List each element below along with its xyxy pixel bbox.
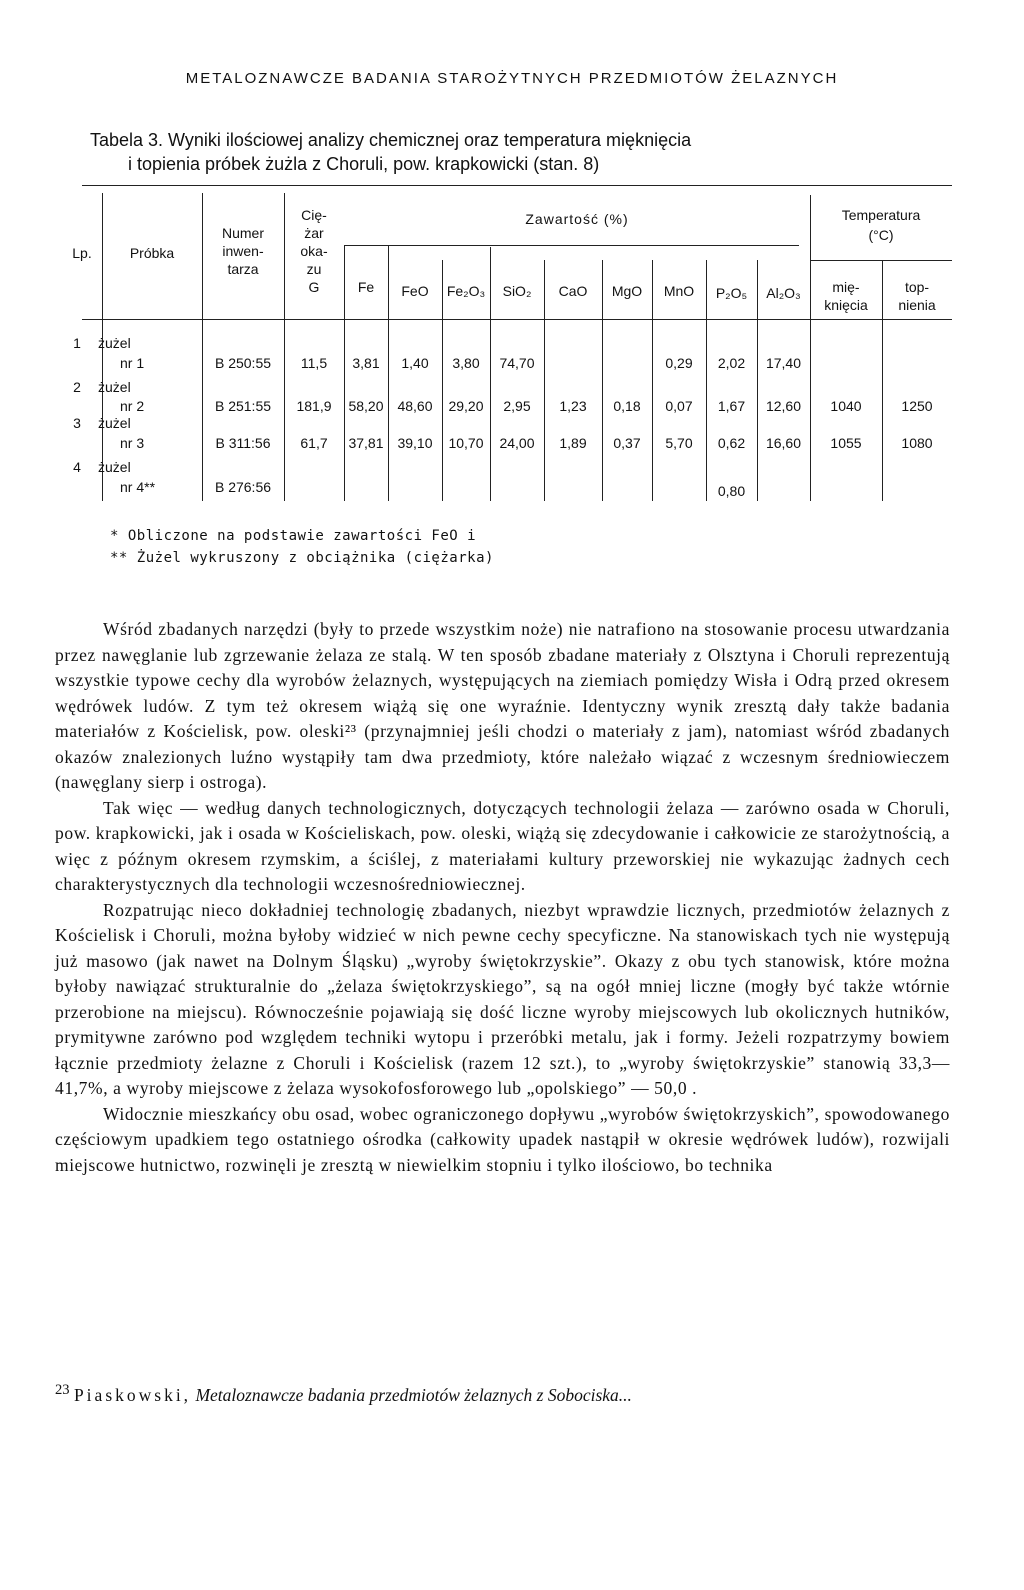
row-3-al2o3: 16,60: [765, 435, 802, 451]
row-1-fe2o3: 3,80: [452, 355, 480, 371]
header-al2o3: Al₂O₃: [766, 285, 801, 301]
row-1-g: 11,5: [300, 355, 328, 371]
row-2-sio2: 2,95: [503, 398, 531, 414]
header-ciezar-1: Cię-: [301, 207, 327, 223]
data-table: [62, 185, 952, 515]
header-mgo: MgO: [611, 283, 643, 299]
row-number: 3: [73, 415, 81, 431]
row-2-mieknicia: 1040: [830, 398, 862, 414]
header-numer-1: Numer: [221, 225, 264, 241]
row-2-p2o5: 1,67: [717, 398, 746, 414]
header-cao: CaO: [558, 283, 588, 299]
row-1-label-2: nr 1: [120, 355, 145, 371]
row-4-p2o5: 0,80: [717, 483, 746, 499]
row-3-fe: 37,81: [348, 435, 384, 451]
header-lp: Lp.: [72, 245, 92, 261]
header-topnienia-1: top-: [904, 279, 930, 295]
row-4-numer: B 276:56: [214, 479, 272, 495]
header-fe2o3: Fe₂O₃: [446, 283, 486, 299]
row-3-numer: B 311:56: [215, 435, 271, 451]
row-2-label-1: żużel: [98, 379, 131, 395]
header-mno: MnO: [663, 283, 695, 299]
row-1-sio2: 74,70: [499, 355, 535, 371]
row-4-label-2: nr 4**: [120, 479, 156, 495]
row-1-fe: 3,81: [352, 355, 380, 371]
caption-line-1: Tabela 3. Wyniki ilościowej analizy chemicznej oraz temperatura mięknięcia: [90, 130, 692, 150]
table-caption: [90, 128, 950, 176]
row-3-label-1: żużel: [98, 415, 131, 431]
header-ciezar-4: zu: [306, 261, 322, 277]
header-ciezar-5: G: [308, 279, 320, 295]
row-3-sio2: 24,00: [499, 435, 535, 451]
row-2-fe2o3: 29,20: [448, 398, 484, 414]
header-temperatura-1: Temperatura: [841, 207, 921, 223]
paragraph-2: Tak więc — według danych technologicznych, dotyczących technologii żelaza — zarówno osada w Choruli, pow. krapkowicki, jak i osada w Kościeliskach, pow. oleski, wiążą się zdecydowanie i całkowicie ze starożytnością, a więc z późnym okresem rzymskim, a ściślej, z materiałami kultury przeworskiej nie wykazując żadnych cech charakterystycznych dla technologii wczesnośredniowiecznej.: [55, 797, 950, 894]
row-1-label-1: żużel: [98, 335, 131, 351]
header-sio2: SiO₂: [502, 283, 532, 299]
row-2-fe: 58,20: [348, 398, 384, 414]
row-2-topnienia: 1250: [901, 398, 933, 414]
row-3-cao: 1,89: [559, 435, 587, 451]
header-numer-3: tarza: [227, 261, 259, 277]
row-number: 2: [73, 379, 81, 395]
footnote-number: 23: [55, 1382, 70, 1398]
row-number: 1: [73, 335, 81, 351]
row-3-topnienia: 1080: [901, 435, 933, 451]
running-head: METALOZNAWCZE BADANIA STAROŻYTNYCH PRZEDMIOTÓW ŻELAZNYCH: [185, 70, 839, 87]
header-temperatura-2: (°C): [868, 227, 894, 243]
header-ciezar-3: oka-: [300, 243, 328, 259]
table-footnotes: [110, 525, 494, 569]
row-3-p2o5: 0,62: [717, 435, 746, 451]
row-3-fe2o3: 10,70: [448, 435, 484, 451]
row-number: 4: [73, 459, 81, 475]
row-1-p2o5: 2,02: [717, 355, 746, 371]
row-2-mgo: 0,18: [613, 398, 641, 414]
header-topnienia-2: nienia: [898, 297, 936, 313]
footnote-1: * Obliczone na podstawie zawartości FeO i: [110, 528, 477, 544]
row-1-mno: 0,29: [665, 355, 693, 371]
row-3-mgo: 0,37: [613, 435, 641, 451]
paragraph-3: Rozpatrując nieco dokładniej technologię zbadanych, niezbyt wprawdzie licznych, przedmiotów żelaznych z Kościelisk i Choruli, można byłoby widzieć w nich pewne cechy specyficzne. Na stanowiskach tych nie występują już masowo (jak nawet na Dolnym Śląsku) „wyroby świętokrzyskie”. Okazy z obu tych stanowisk, które można byłoby nawiązać strukturalnie do „żelaza świętokrzyskiego”, są na ogół mniej liczne (mogły być także wtórnie przerobione na miejscu). Równocześnie pojawiają się dość liczne wyroby miejscowych lub okolicznych hutników, prymitywne zarówno pod względem techniki wytopu i przeróbki metalu, jak i formy. Jeżeli rozpatrzymy bowiem łącznie przedmioty żelazne z Choruli i Kościelisk (razem 12 szt.), to „wyroby świętokrzyskie” stanowią 33,3—41,7%, a wyroby miejscowe z żelaza wysokofosforowego lub „opolskiego” — 50,0 .: [55, 899, 950, 1098]
row-3-g: 61,7: [300, 435, 328, 451]
header-p2o5: P₂O₅: [715, 285, 748, 301]
header-numer-2: inwen-: [222, 243, 264, 259]
paragraph-1: Wśród zbadanych narzędzi (były to przede wszystkim noże) nie natrafiono na stosowanie procesu utwardzania przez nawęglanie lub zgrzewanie żelaza ze stalą. W ten sposób zbadane materiały z Olsztyna i Choruli reprezentują wszystkie typowe cechy dla wyrobów żelaznych, występujących na ziemiach pomiędzy Wisła i Odrą przed okresem wędrówek ludów. Z tym też okresem wiążą się one wyraźnie. Identyczny wynik zresztą dały także badania materiałów z Kościelisk, pow. oleski²³ (przynajmniej jeśli chodzi o materiały z jam), natomiast wśród zbadanych okazów znalezionych luźno wystąpiły tam dwa przedmioty, które należało wiązać z wczesnym średniowieczem (nawęglany sierp i ostroga).: [55, 619, 950, 792]
header-ciezar-2: żar: [304, 225, 324, 241]
row-2-numer: B 251:55: [214, 398, 272, 414]
paragraph-4: Widocznie mieszkańcy obu osad, wobec ograniczonego dopływu „wyrobów świętokrzyskich”, spowodowanego częściowym upadkiem tego ostatniego ośrodka (całkowity upadek nastąpił w okresie wędrówek ludów), rozwijali miejscowe hutnictwo, rozwinęli je zresztą w niewielkim stopniu i tylko ilościowo, bo technika: [55, 1103, 950, 1175]
header-mieknicia-1: mię-: [832, 279, 860, 295]
row-3-feo: 39,10: [397, 435, 433, 451]
footnote-title: Metaloznawcze badania przedmiotów żelaznych z Sobociska...: [195, 1384, 632, 1405]
footnote-author: Piaskowski,: [73, 1384, 192, 1405]
row-3-mieknicia: 1055: [830, 435, 862, 451]
row-2-feo: 48,60: [397, 398, 433, 414]
row-2-mno: 0,07: [665, 398, 693, 414]
row-2-cao: 1,23: [559, 398, 587, 414]
row-3-mno: 5,70: [665, 435, 693, 451]
header-fe: Fe: [357, 279, 375, 295]
row-1-feo: 1,40: [401, 355, 429, 371]
row-1-numer: B 250:55: [214, 355, 272, 371]
caption-line-2: i topienia próbek żużla z Choruli, pow. krapkowicki (stan. 8): [128, 154, 600, 174]
row-1-al2o3: 17,40: [765, 355, 802, 371]
row-2-al2o3: 12,60: [765, 398, 802, 414]
row-2-g: 181,9: [296, 398, 332, 414]
row-3-label-2: nr 3: [120, 435, 145, 451]
header-zawartosc: Zawartość (%): [525, 211, 629, 227]
row-2-label-2: nr 2: [120, 398, 145, 414]
body-text: [55, 617, 950, 1178]
page-footnote: [55, 1378, 950, 1408]
row-4-label-1: żużel: [98, 459, 131, 475]
header-mieknicia-2: knięcia: [824, 297, 868, 313]
header-feo: FeO: [401, 283, 429, 299]
header-probka: Próbka: [129, 245, 175, 261]
footnote-2: ** Żużel wykruszony z obciążnika (ciężarka): [110, 550, 494, 566]
